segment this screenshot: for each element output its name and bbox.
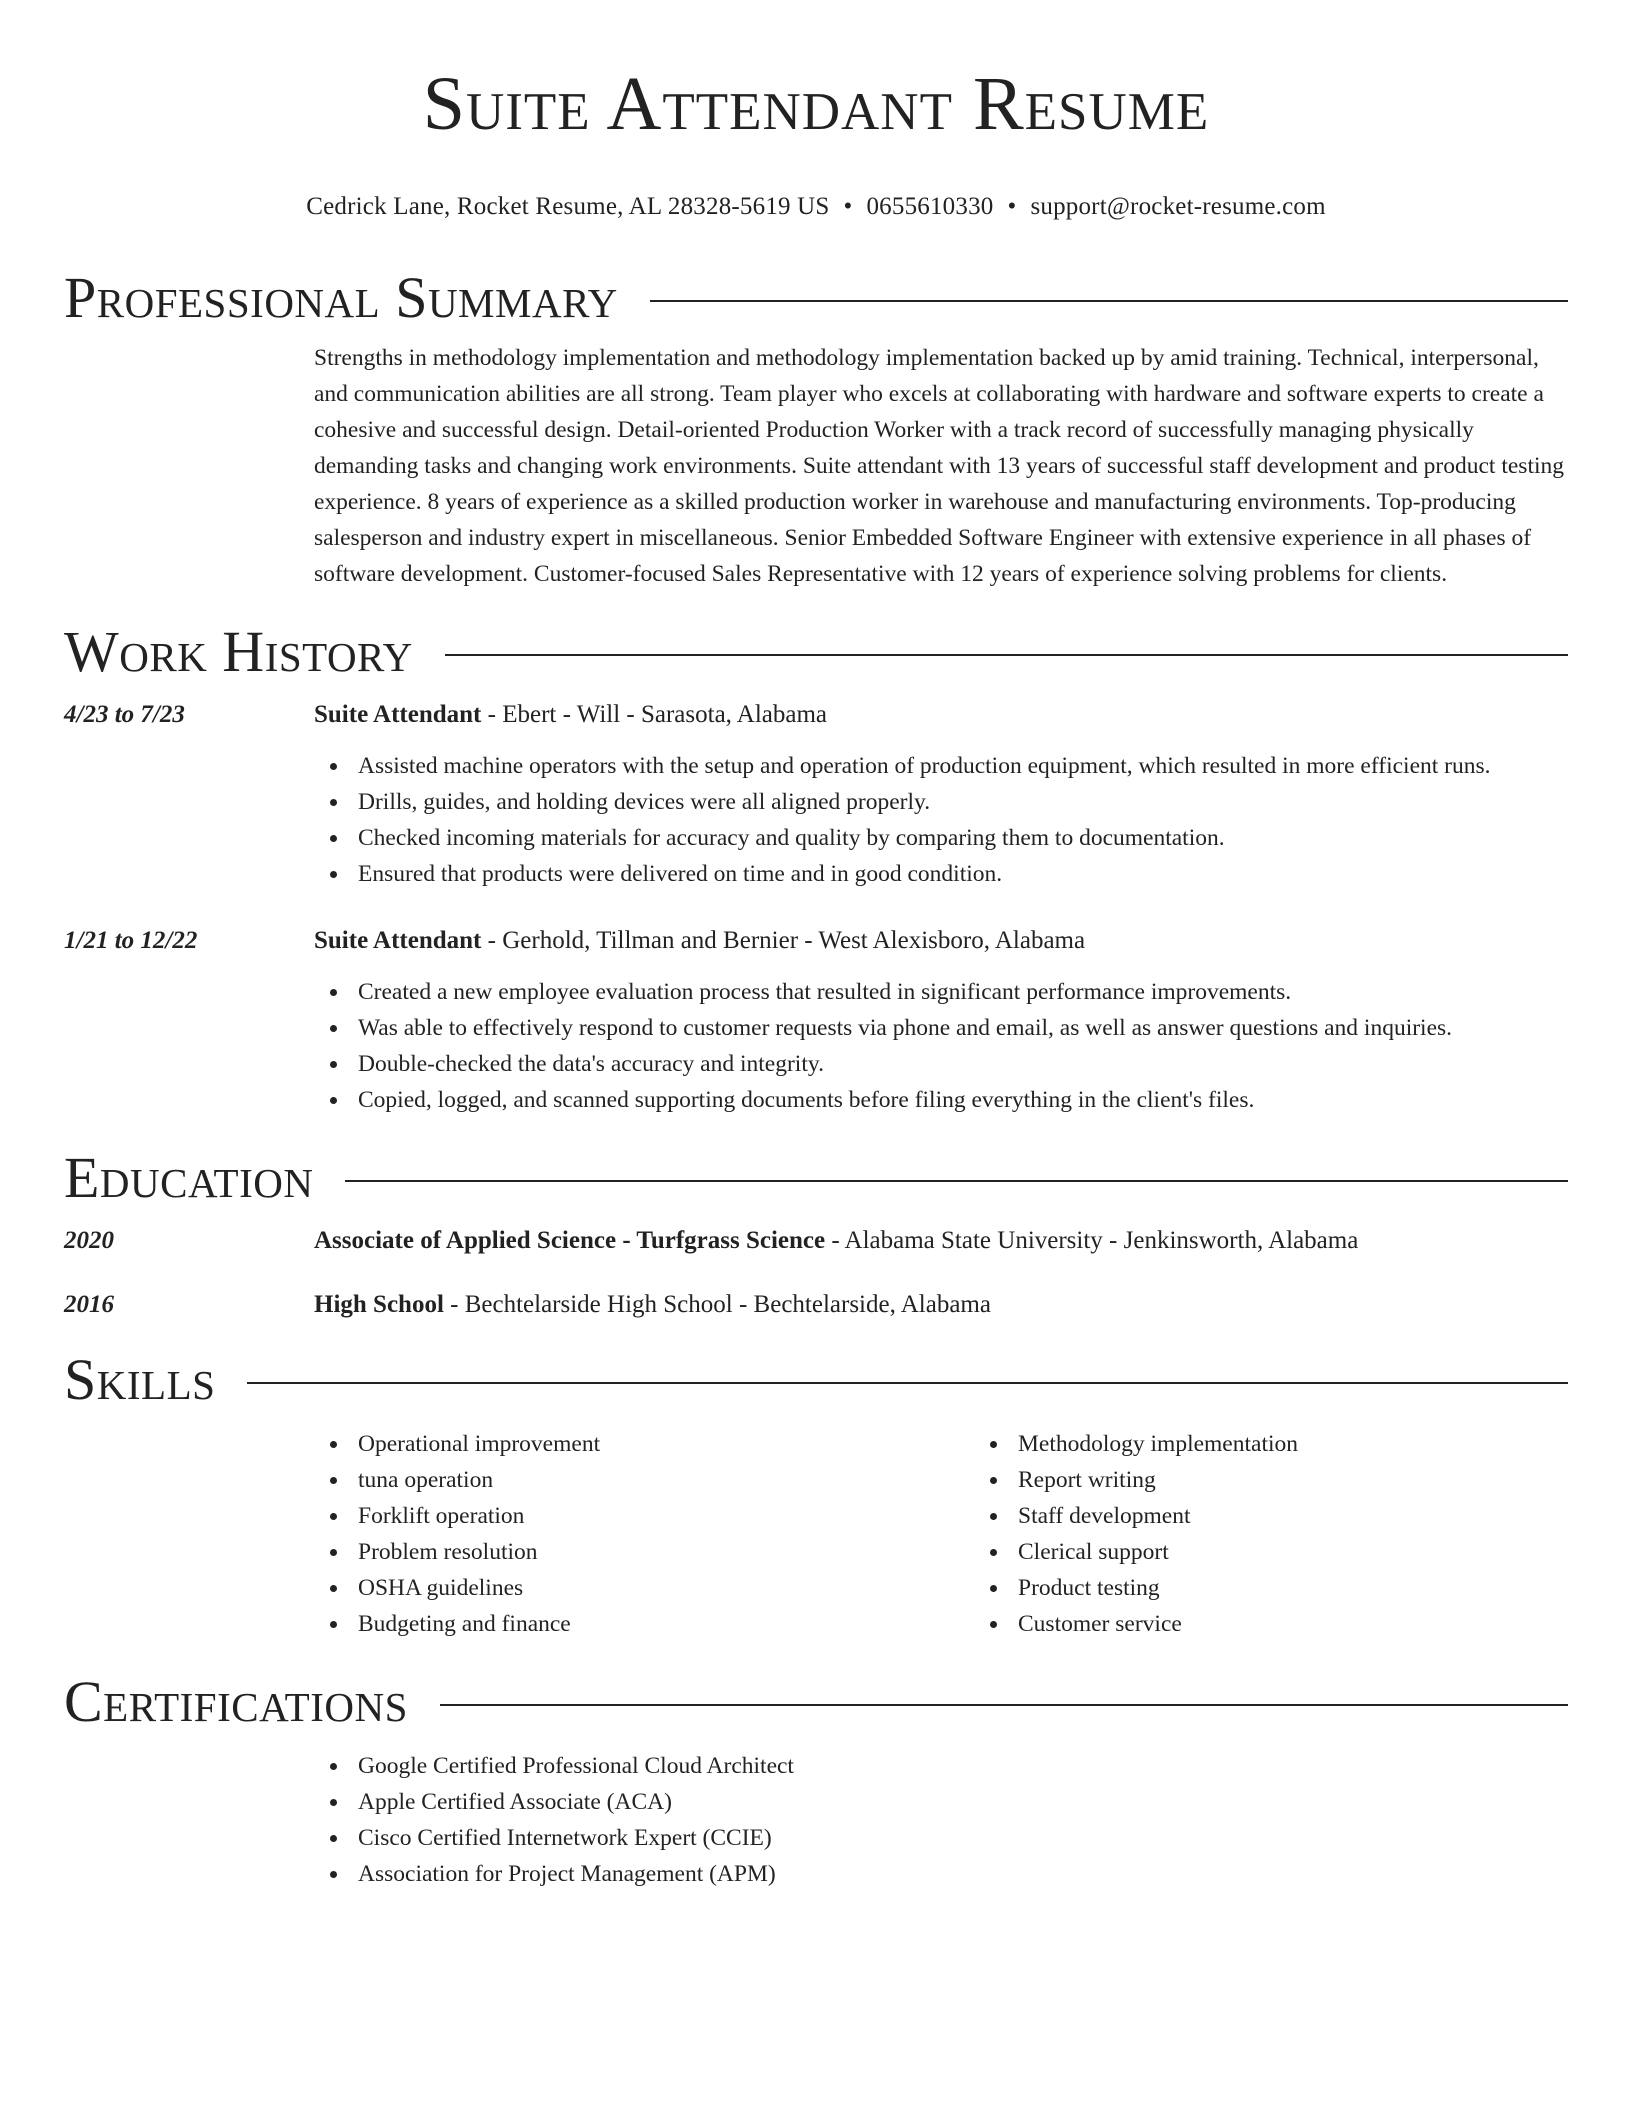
- section-divider: [650, 300, 1568, 302]
- list-item: Copied, logged, and scanned supporting documents before filing everything in the client's files.: [358, 1082, 1568, 1118]
- contact-email: support@rocket-resume.com: [1030, 193, 1326, 220]
- certification-item: Cisco Certified Internetwork Expert (CCIE): [358, 1820, 1568, 1856]
- skill-item: Operational improvement: [358, 1426, 974, 1462]
- education-entry: [64, 1288, 1568, 1322]
- job-heading: [314, 924, 1568, 958]
- skill-item: Customer service: [1018, 1606, 1632, 1642]
- contact-separator: •: [1007, 193, 1017, 220]
- skills-column-1: [314, 1426, 974, 1642]
- skill-item: Budgeting and finance: [358, 1606, 974, 1642]
- skill-item: Problem resolution: [358, 1534, 974, 1570]
- job-entry: [64, 924, 1568, 1118]
- contact-address: Cedrick Lane, Rocket Resume, AL 28328-5619 US: [306, 193, 830, 220]
- skill-item: Product testing: [1018, 1570, 1632, 1606]
- skill-item: tuna operation: [358, 1462, 974, 1498]
- list-item: Assisted machine operators with the setup and operation of production equipment, which resulted in more efficient runs.: [358, 748, 1568, 784]
- list-item: Drills, guides, and holding devices were all aligned properly.: [358, 784, 1568, 820]
- certification-item: Google Certified Professional Cloud Architect: [358, 1748, 1568, 1784]
- skills-section-header: [64, 1348, 1568, 1412]
- certification-item: Apple Certified Associate (ACA): [358, 1784, 1568, 1820]
- certifications-list: [314, 1748, 1568, 1892]
- summary-spacer: [64, 340, 314, 592]
- summary-section-header: [64, 266, 1568, 330]
- education-year: 2020: [64, 1227, 114, 1254]
- skill-item: Forklift operation: [358, 1498, 974, 1534]
- summary-text: Strengths in methodology implementation and methodology implementation backed up by amid training. Technical, interpersonal, and communication abilities are all strong. Team player who excels at collaborating with hardware and software experts to create a cohesive and successful design. Detail-oriented Production Worker with a track record of successfully managing physically demanding tasks and changing work environments. Suite attendant with 13 years of successful staff development and product testing experience. 8 years of experience as a skilled production worker in warehouse and manufacturing environments. Top-producing salesperson and industry expert in miscellaneous. Senior Embedded Software Engineer with extensive experience in all phases of software development. Customer-focused Sales Representative with 12 years of experience solving problems for clients.: [314, 345, 1564, 587]
- section-heading: Professional Summary: [64, 265, 618, 330]
- job-entry: [64, 698, 1568, 892]
- contact-line: [64, 192, 1568, 222]
- skill-item: Staff development: [1018, 1498, 1632, 1534]
- job-bullets: [314, 748, 1568, 892]
- list-item: Checked incoming materials for accuracy and quality by comparing them to documentation.: [358, 820, 1568, 856]
- skills-spacer: [64, 1412, 314, 1642]
- resume-title: Suite Attendant Resume: [422, 62, 1210, 146]
- certifications-row: [64, 1734, 1568, 1892]
- list-item: Created a new employee evaluation process that resulted in significant performance improvements.: [358, 974, 1568, 1010]
- job-dates: 1/21 to 12/22: [64, 927, 198, 954]
- section-divider: [345, 1180, 1568, 1182]
- section-heading: Education: [64, 1145, 314, 1210]
- job-details: - Gerhold, Tillman and Bernier - West Alexisboro, Alabama: [481, 927, 1086, 954]
- skills-column-2: [974, 1426, 1632, 1642]
- certifications-section-header: [64, 1670, 1568, 1734]
- education-entry: [64, 1224, 1568, 1258]
- section-heading: Skills: [64, 1347, 216, 1412]
- education-year: 2016: [64, 1291, 114, 1318]
- contact-separator: •: [843, 193, 853, 220]
- summary-row: [64, 340, 1568, 592]
- section-divider: [445, 654, 1568, 656]
- skill-item: Methodology implementation: [1018, 1426, 1632, 1462]
- list-item: Double-checked the data's accuracy and integrity.: [358, 1046, 1568, 1082]
- skills-grid: [314, 1412, 1632, 1642]
- education-section-header: [64, 1146, 1568, 1210]
- job-details: - Ebert - Will - Sarasota, Alabama: [481, 701, 828, 728]
- list-item: Was able to effectively respond to customer requests via phone and email, as well as answer questions and inquiries.: [358, 1010, 1568, 1046]
- contact-phone: 0655610330: [866, 193, 994, 220]
- job-title: Suite Attendant: [314, 927, 482, 954]
- education-degree: High School: [314, 1291, 444, 1318]
- certification-item: Association for Project Management (APM): [358, 1856, 1568, 1892]
- work-section-header: [64, 620, 1568, 684]
- education-details: - Alabama State University - Jenkinsworth, Alabama: [825, 1227, 1359, 1254]
- education-details: - Bechtelarside High School - Bechtelarside, Alabama: [443, 1291, 991, 1318]
- certifications-spacer: [64, 1734, 314, 1892]
- skill-item: Clerical support: [1018, 1534, 1632, 1570]
- skill-item: Report writing: [1018, 1462, 1632, 1498]
- education-heading: [314, 1288, 1568, 1322]
- job-heading: [314, 698, 1568, 732]
- job-dates: 4/23 to 7/23: [64, 701, 185, 728]
- education-degree: Associate of Applied Science - Turfgrass Science: [314, 1227, 826, 1254]
- section-heading: Certifications: [64, 1669, 408, 1734]
- education-heading: [314, 1224, 1568, 1258]
- skills-row: [64, 1412, 1568, 1642]
- section-divider: [440, 1704, 1568, 1706]
- skill-item: OSHA guidelines: [358, 1570, 974, 1606]
- section-heading: Work History: [64, 619, 413, 684]
- list-item: Ensured that products were delivered on time and in good condition.: [358, 856, 1568, 892]
- job-title: Suite Attendant: [314, 701, 482, 728]
- job-bullets: [314, 974, 1568, 1118]
- section-divider: [247, 1382, 1568, 1384]
